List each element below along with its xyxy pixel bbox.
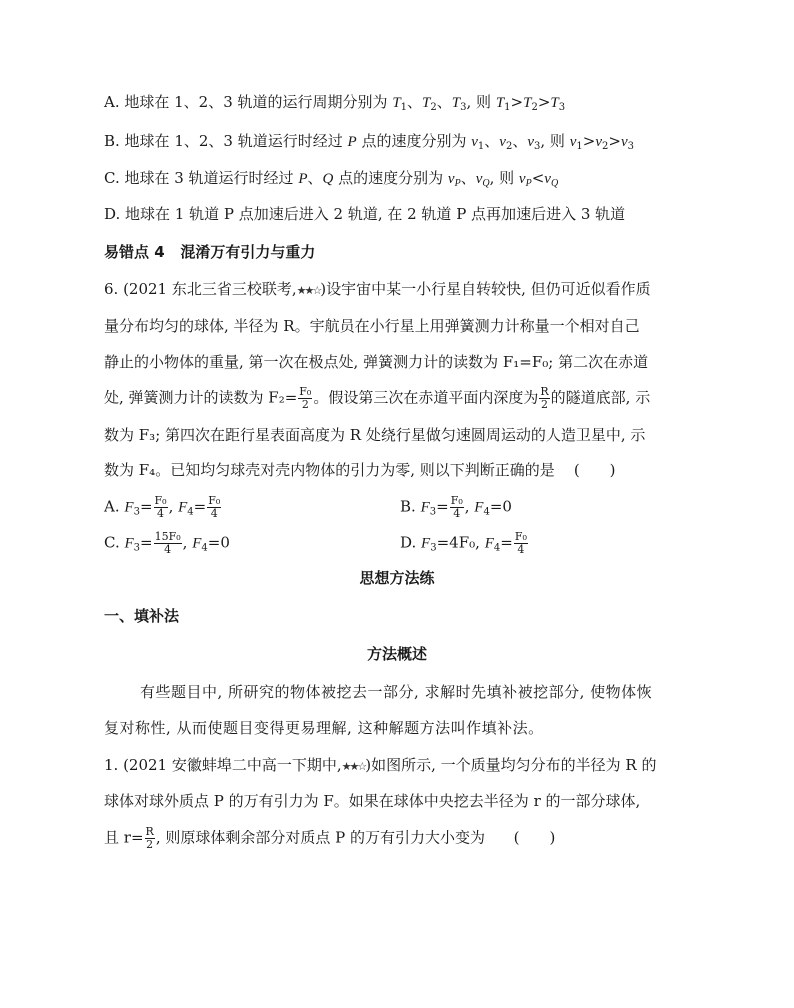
q6-line-6: 数为 F₄。已知均匀球壳对壳内物体的引力为零, 则以下判断正确的是 ( ) [104,461,616,479]
fraction: $\frac{R}{2}$ [540,385,549,411]
q6-option-a: A. $F_3=$ $\frac{\text{F₀}}{4}$ , $F_4=$ $\frac{\text{F₀}}{4}$ [104,494,221,520]
q6-line-1: 6. (2021 东北三省三校联考,★★☆)设宇宙中某一小行星自转较快, 但仍可近似看作质 [104,280,651,298]
difficulty-stars-icon: ★★☆ [341,760,366,773]
q6-line-5: 数为 F₃; 第四次在距行星表面高度为 R 处绕行星做匀速圆周运动的人造卫星中, 示 [104,426,646,444]
overview-text-line-1: 有些题目中, 所研究的物体被挖去一部分, 求解时先填补被挖部分, 使物体恢 [140,683,653,701]
q6-option-c: C. $F_3=$ $\frac{\text{15F₀}}{4}$ , $F_4=0$ [104,530,230,556]
method-heading: 一、填补法 [104,607,180,625]
overview-text-line-2: 复对称性, 从而使题目变得更易理解, 这种解题方法叫作填补法。 [104,719,544,737]
difficulty-stars-icon: ★★☆ [296,284,321,297]
q1-line-3: 且 r= $\frac{R}{2}$ , 则原球体剩余部分对质点 P 的万有引力大小变为 ( ) [104,825,556,851]
error-point-heading: 易错点 4 混淆万有引力与重力 [104,243,316,261]
q6-line-2: 量分布均匀的球体, 半径为 R。宇航员在小行星上用弹簧测力计称量一个相对自己 [104,317,640,335]
answer-paren: ( ) [513,828,556,847]
q6-line-3: 静止的小物体的重量, 第一次在极点处, 弹簧测力计的读数为 F₁=F₀; 第二次在赤道 [104,353,649,371]
q6-option-b: B. $F_3=$ $\frac{\text{F₀}}{4}$ , $F_4=0$ [400,494,512,520]
q1-line-1: 1. (2021 安徽蚌埠二中高一下期中,★★☆)如图所示, 一个质量均匀分布的半径为 R 的 [104,756,657,774]
fraction: $\frac{R}{2}$ [145,825,154,851]
option-c: C. 地球在 3 轨道运行时经过 P、Q 点的速度分别为 $v_P$、$v_Q$, 则 $v_P<v_Q$ [104,169,559,189]
section-title: 思想方法练 [359,569,435,587]
method-overview-title: 方法概述 [366,645,427,663]
fraction: $\frac{\text{F₀}}{2}$ [299,385,312,411]
option-b: B. 地球在 1、2、3 轨道运行时经过 P 点的速度分别为 $v_1$、$v_2$、$v_3$, 则 $v_1>v_2>v_3$ [104,132,634,152]
option-a: A. 地球在 1、2、3 轨道的运行周期分别为 $T_1$、$T_2$、$T_3$, 则 $T_1>T_2>T_3$ [104,93,566,113]
q6-line-4: 处, 弹簧测力计的读数为 F₂= $\frac{\text{F₀}}{2}$ 。假设第三次在赤道平面内深度为 $\frac{R}{2}$ 的隧道底部, 示 [104,385,651,411]
q6-option-d: D. $F_3=4F_0$, $F_4=$ $\frac{\text{F₀}}{4}$ [400,530,527,556]
option-d: D. 地球在 1 轨道 P 点加速后进入 2 轨道, 在 2 轨道 P 点再加速后进入 3 轨道 [104,205,626,223]
answer-paren: ( ) [573,461,616,479]
q1-line-2: 球体对球外质点 P 的万有引力为 F。如果在球体中央挖去半径为 r 的一部分球体, [104,792,641,810]
